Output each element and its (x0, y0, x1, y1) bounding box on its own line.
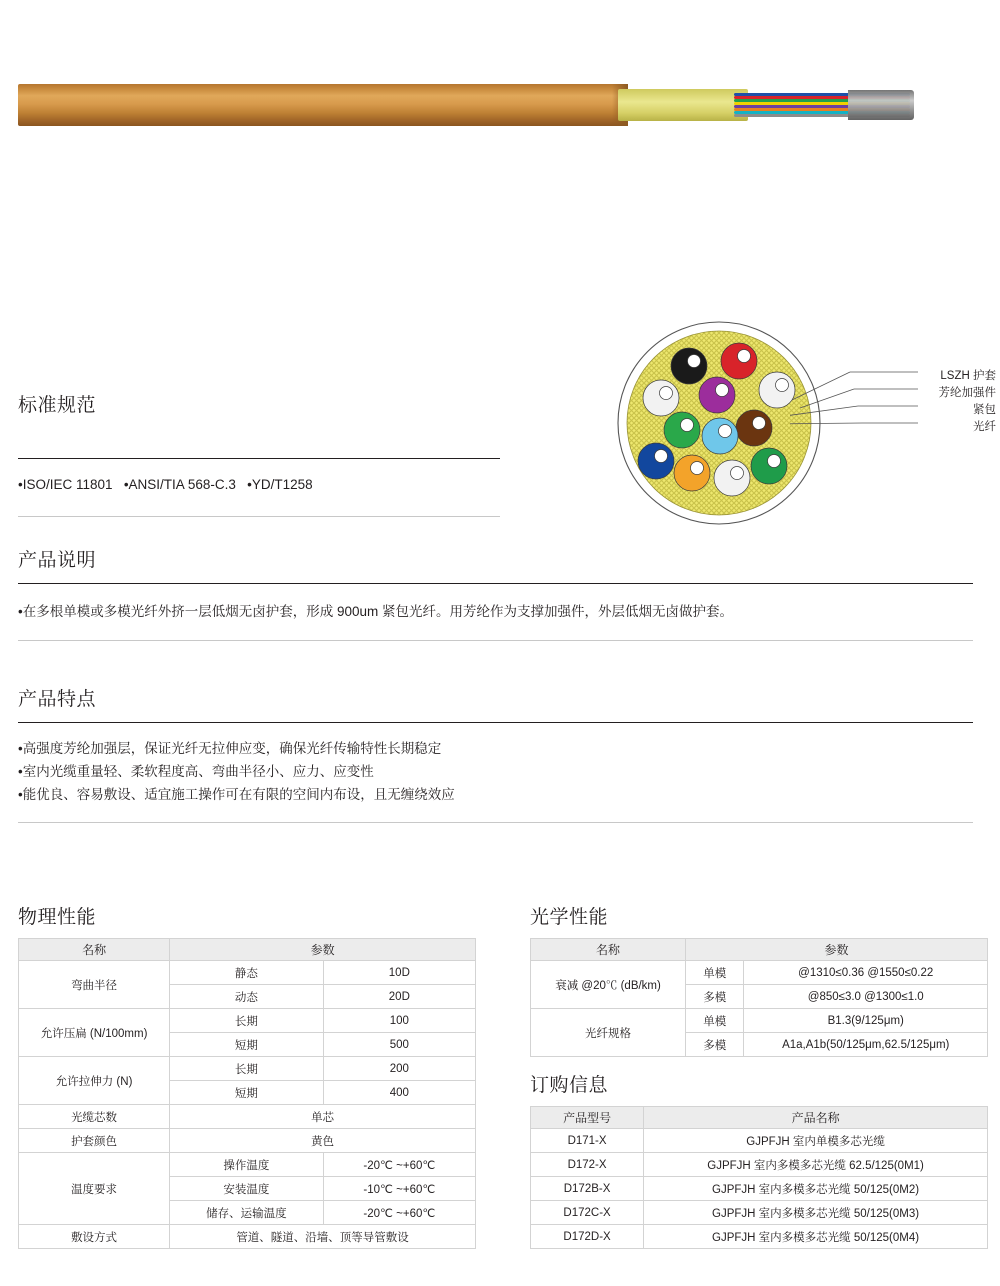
physical-header-name: 名称 (19, 939, 170, 961)
optical-name-attenuation: 衰减 @20℃ (dB/km) (531, 961, 686, 1009)
physical-name-jacket-color: 护套颜色 (19, 1129, 170, 1153)
physical-name-installation: 敷设方式 (19, 1225, 170, 1249)
cross-section-callouts (826, 368, 996, 436)
table-header-row (19, 939, 476, 961)
section-title-order: 订购信息 (530, 1075, 609, 1096)
section-title-physical: 物理性能 (18, 907, 97, 928)
optical-value-singlemode-attenuation: @1310≤0.36 @1550≤0.22 (744, 961, 988, 985)
physical-sub-dynamic: 动态 (170, 985, 324, 1009)
table-row (19, 1057, 476, 1081)
optical-value-spec-multimode: A1a,A1b(50/125μm,62.5/125μm) (744, 1033, 988, 1057)
description-list: •在多根单模或多模光纤外挤一层低烟无卤护套，形成 900um 紧包光纤。用芳纶作为支撑加强件，外层低烟无卤做护套。 (18, 604, 734, 619)
optical-sub-spec-multimode: 多模 (686, 1033, 744, 1057)
table-row (19, 961, 476, 985)
divider-features (18, 722, 973, 723)
physical-value-install-temp: -10℃ ~+60℃ (323, 1177, 475, 1201)
divider-description (18, 583, 973, 584)
order-header-model: 产品型号 (531, 1107, 644, 1129)
order-name-3: GJPFJH 室内多模多芯光缆 50/125(0M3) (644, 1201, 988, 1225)
standards-list: •ISO/IEC 11801 •ANSI/TIA 568-C.3 •YD/T1258 (18, 477, 313, 492)
feature-item-1: 室内光缆重量轻、柔软程度高、弯曲半径小、应力、应变性 (22, 764, 374, 779)
callout-aramid-yarn: 芳纶加强件 (938, 387, 996, 399)
physical-sub-install-temp: 安装温度 (170, 1177, 324, 1201)
optical-value-spec-singlemode: B1.3(9/125μm) (744, 1009, 988, 1033)
order-name-1: GJPFJH 室内多模多芯光缆 62.5/125(0M1) (644, 1153, 988, 1177)
callout-tight-buffer: 紧包 (973, 404, 996, 416)
optical-performance-table (530, 938, 988, 1057)
table-row (531, 1177, 988, 1201)
physical-value-crush-short: 500 (323, 1033, 475, 1057)
standard-item-0: ISO/IEC 11801 (22, 477, 113, 492)
optical-sub-multimode: 多模 (686, 985, 744, 1009)
table-row (19, 1225, 476, 1249)
order-model-1: D172-X (531, 1153, 644, 1177)
physical-name-tensile: 允许拉伸力 (N) (19, 1057, 170, 1105)
callout-optical-fiber: 光纤 (973, 421, 996, 433)
physical-sub-operating-temp: 操作温度 (170, 1153, 324, 1177)
order-model-2: D172B-X (531, 1177, 644, 1201)
features-list: •高强度芳纶加强层，保证光纤无拉伸应变，确保光纤传输特性长期稳定 •室内光缆重量轻、柔软程度高、弯曲半径小、应力、应变性 •能优良、容易敷设、适宜施工操作可在有限的空间内布设，且无缠绕效应 (18, 741, 455, 802)
physical-performance-table (18, 938, 476, 1249)
physical-name-temperature: 温度要求 (19, 1153, 170, 1225)
standard-item-2: YD/T1258 (251, 477, 313, 492)
table-row (531, 961, 988, 985)
physical-name-bend-radius: 弯曲半径 (19, 961, 170, 1009)
optical-value-multimode-attenuation: @850≤3.0 @1300≤1.0 (744, 985, 988, 1009)
physical-name-crush: 允许压扁 (N/100mm) (19, 1009, 170, 1057)
table-row (531, 1153, 988, 1177)
cable-outer-jacket (18, 84, 628, 126)
physical-value-crush-long: 100 (323, 1009, 475, 1033)
order-name-0: GJPFJH 室内单模多芯光缆 (644, 1129, 988, 1153)
feature-item-0: 高强度芳纶加强层，保证光纤无拉伸应变，确保光纤传输特性长期稳定 (22, 741, 442, 756)
physical-sub-storage-temp: 储存、运输温度 (170, 1201, 324, 1225)
standard-item-1: ANSI/TIA 568-C.3 (128, 477, 236, 492)
description-item-0: 在多根单模或多模光纤外挤一层低烟无卤护套，形成 900um 紧包光纤。用芳纶作为支撑加强件，外层低烟无卤做护套。 (22, 604, 734, 619)
feature-item-2: 能优良、容易敷设、适宜施工操作可在有限的空间内布设，且无缠绕效应 (22, 787, 455, 802)
table-header-row (531, 1107, 988, 1129)
physical-sub-tensile-short: 短期 (170, 1081, 324, 1105)
divider-features-bottom (18, 822, 973, 823)
optical-header-name: 名称 (531, 939, 686, 961)
section-title-description: 产品说明 (18, 550, 97, 571)
ordering-information-table (530, 1106, 988, 1249)
table-row (19, 1009, 476, 1033)
order-header-name: 产品名称 (644, 1107, 988, 1129)
table-row (19, 1105, 476, 1129)
table-row (531, 1009, 988, 1033)
divider-standards (18, 458, 500, 459)
cable-fiber-end (848, 90, 914, 120)
order-model-0: D171-X (531, 1129, 644, 1153)
section-title-optical: 光学性能 (530, 907, 609, 928)
divider-standards-bottom (18, 516, 500, 517)
order-name-4: GJPFJH 室内多模多芯光缆 50/125(0M4) (644, 1225, 988, 1249)
physical-value-installation: 管道、隧道、沿墙、顶等导管敷设 (170, 1225, 476, 1249)
table-row (531, 1201, 988, 1225)
physical-value-storage-temp: -20℃ ~+60℃ (323, 1201, 475, 1225)
physical-sub-static: 静态 (170, 961, 324, 985)
cable-aramid-yarn (618, 89, 748, 121)
optical-sub-spec-singlemode: 单模 (686, 1009, 744, 1033)
section-title-standards: 标准规范 (18, 395, 97, 416)
section-title-features: 产品特点 (18, 689, 97, 710)
optical-sub-singlemode: 单模 (686, 961, 744, 985)
indoor-fiber-cable-photo (18, 78, 898, 134)
physical-header-param: 参数 (170, 939, 476, 961)
physical-value-tensile-short: 400 (323, 1081, 475, 1105)
order-model-3: D172C-X (531, 1201, 644, 1225)
physical-value-fiber-count: 单芯 (170, 1105, 476, 1129)
table-row (531, 1129, 988, 1153)
callout-lszh-jacket: LSZH 护套 (940, 370, 996, 382)
physical-value-tensile-long: 200 (323, 1057, 475, 1081)
optical-header-param: 参数 (686, 939, 988, 961)
divider-description-bottom (18, 640, 973, 641)
physical-sub-crush-long: 长期 (170, 1009, 324, 1033)
table-row (19, 1129, 476, 1153)
physical-sub-tensile-long: 长期 (170, 1057, 324, 1081)
physical-sub-crush-short: 短期 (170, 1033, 324, 1057)
physical-value-operating-temp: -20℃ ~+60℃ (323, 1153, 475, 1177)
physical-value-jacket-color: 黄色 (170, 1129, 476, 1153)
physical-name-fiber-count: 光缆芯数 (19, 1105, 170, 1129)
optical-name-fiber-spec: 光纤规格 (531, 1009, 686, 1057)
order-model-4: D172D-X (531, 1225, 644, 1249)
order-name-2: GJPFJH 室内多模多芯光缆 50/125(0M2) (644, 1177, 988, 1201)
table-row (19, 1153, 476, 1177)
physical-value-dynamic: 20D (323, 985, 475, 1009)
physical-value-static: 10D (323, 961, 475, 985)
table-header-row (531, 939, 988, 961)
table-row (531, 1225, 988, 1249)
